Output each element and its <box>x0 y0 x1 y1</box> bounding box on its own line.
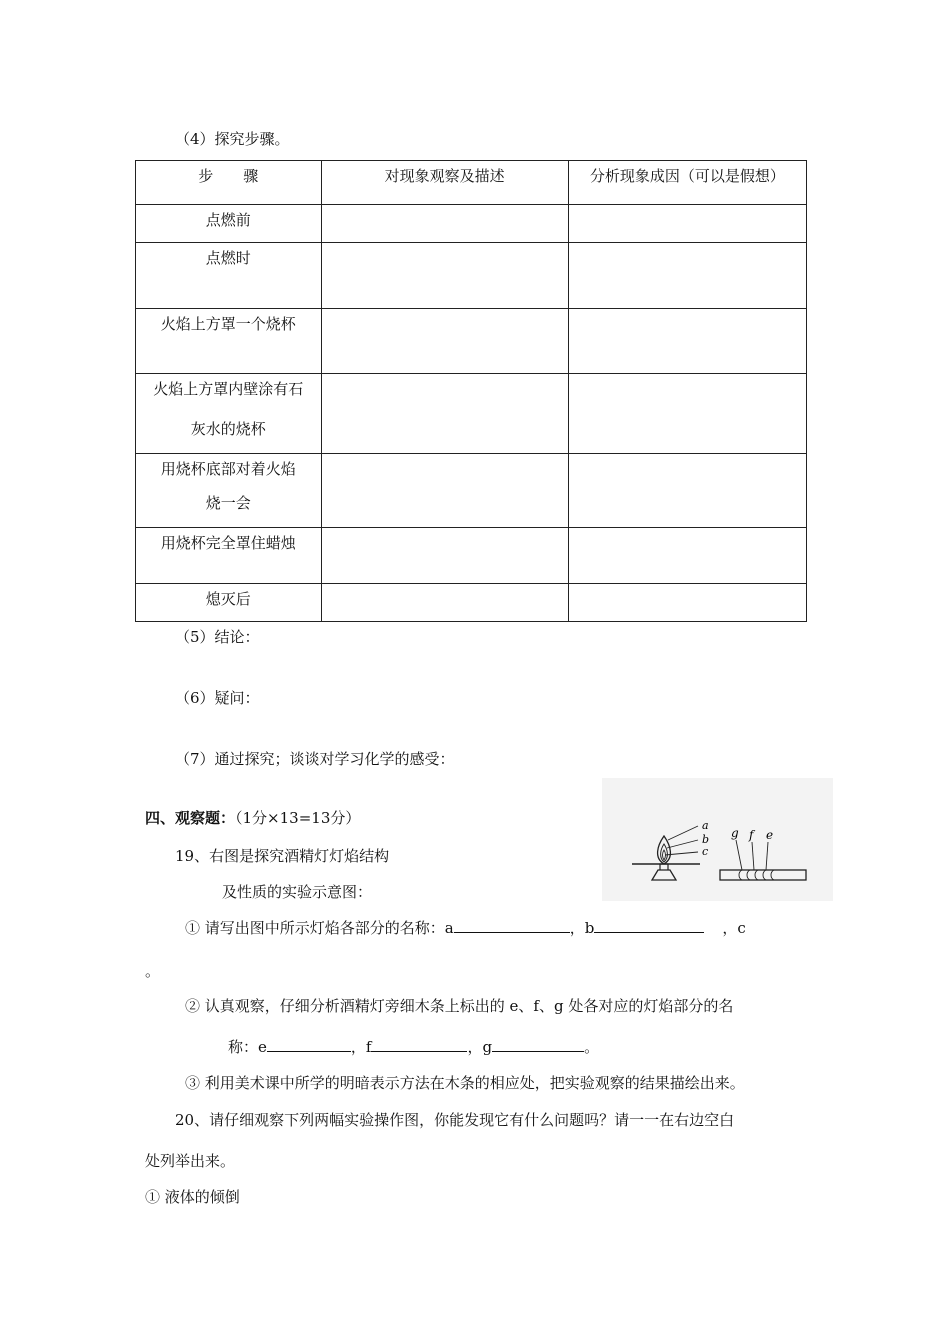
header-analysis: 分析现象成因（可以是假想） <box>568 161 806 205</box>
observation-cell[interactable] <box>321 243 568 309</box>
table-row <box>136 528 807 584</box>
observation-cell[interactable] <box>321 309 568 374</box>
step-cell: 火焰上方罩一个烧杯 <box>136 309 322 374</box>
label-g: g <box>731 826 739 840</box>
table-row <box>136 243 807 309</box>
step-cell: 火焰上方罩内壁涂有石 灰水的烧杯 <box>136 374 322 454</box>
observation-cell[interactable] <box>321 205 568 243</box>
step-cell: 点燃前 <box>136 205 322 243</box>
label-e: e <box>766 828 774 842</box>
q19-part1-sep-b: ，b <box>569 919 595 937</box>
q20-sub1: ① 液体的倾倒 <box>145 1188 240 1206</box>
table-row <box>136 205 807 243</box>
table-row <box>136 309 807 374</box>
q19-part2-sep-g: ，g <box>467 1038 493 1056</box>
header-observation: 对现象观察及描述 <box>321 161 568 205</box>
answer-blank-e[interactable] <box>267 1037 351 1052</box>
analysis-cell[interactable] <box>568 454 806 528</box>
section4-label: （4）探究步骤。 <box>175 130 290 148</box>
conclusion-label: （5）结论： <box>175 628 260 646</box>
label-a: a <box>702 819 709 832</box>
q19-part1-prefix: ① 请写出图中所示灯焰各部分的名称：a <box>185 919 454 937</box>
analysis-cell[interactable] <box>568 584 806 622</box>
step-cell: 熄灭后 <box>136 584 322 622</box>
q19-part1 <box>185 917 746 938</box>
alcohol-lamp-flame-diagram <box>602 778 833 901</box>
step-cell: 点燃时 <box>136 243 322 309</box>
step-cell: 用烧杯完全罩住蜡烛 <box>136 528 322 584</box>
section-title <box>145 807 360 828</box>
label-c: c <box>702 845 709 858</box>
observation-cell[interactable] <box>321 454 568 528</box>
answer-blank-b[interactable] <box>594 918 704 933</box>
q19-part3: ③ 利用美术课中所学的明暗表示方法在木条的相应处，把实验观察的结果描绘出来。 <box>185 1074 745 1092</box>
table-header-row <box>136 161 807 205</box>
section-title-bold: 四、观察题： <box>145 809 236 827</box>
question-label: （6）疑问： <box>175 689 260 707</box>
q19-part2-end: 。 <box>584 1038 600 1056</box>
label-f: f <box>749 828 754 842</box>
table-row <box>136 454 807 528</box>
q19-line2: 及性质的实验示意图： <box>222 883 373 901</box>
q19-line1: 19、右图是探究酒精灯灯焰结构 <box>175 847 390 865</box>
q20-line2: 处列举出来。 <box>145 1152 236 1170</box>
step-cell: 用烧杯底部对着火焰 烧一会 <box>136 454 322 528</box>
table-row <box>136 584 807 622</box>
q20-line1: 20、请仔细观察下列两幅实验操作图，你能发现它有什么问题吗？请一一在右边空白 <box>175 1111 735 1129</box>
analysis-cell[interactable] <box>568 309 806 374</box>
answer-blank-f[interactable] <box>371 1037 467 1052</box>
observation-cell[interactable] <box>321 374 568 454</box>
q19-part2-line1: ② 认真观察，仔细分析酒精灯旁细木条上标出的 e、f、g 处各对应的灯焰部分的名 <box>185 997 734 1015</box>
q19-part2-sep-f: ，f <box>350 1038 372 1056</box>
answer-blank-a[interactable] <box>454 918 570 933</box>
alcohol-lamp-figure <box>602 778 833 901</box>
observation-cell[interactable] <box>321 528 568 584</box>
q19-part2-line2 <box>228 1036 599 1057</box>
analysis-cell[interactable] <box>568 374 806 454</box>
analysis-cell[interactable] <box>568 528 806 584</box>
header-step: 步 骤 <box>136 161 322 205</box>
observation-cell[interactable] <box>321 584 568 622</box>
experiment-steps-table <box>135 160 807 622</box>
analysis-cell[interactable] <box>568 205 806 243</box>
q19-part1-end: 。 <box>145 962 161 980</box>
answer-blank-g[interactable] <box>492 1037 584 1052</box>
table-row <box>136 374 807 454</box>
q19-part1-sep-c: ，c <box>722 919 746 937</box>
q19-part2-prefix: 称：e <box>228 1038 267 1056</box>
analysis-cell[interactable] <box>568 243 806 309</box>
reflection-label: （7）通过探究；谈谈对学习化学的感受： <box>175 750 455 768</box>
label-b: b <box>702 833 710 846</box>
section-score: （1分×13=13分） <box>235 809 361 827</box>
